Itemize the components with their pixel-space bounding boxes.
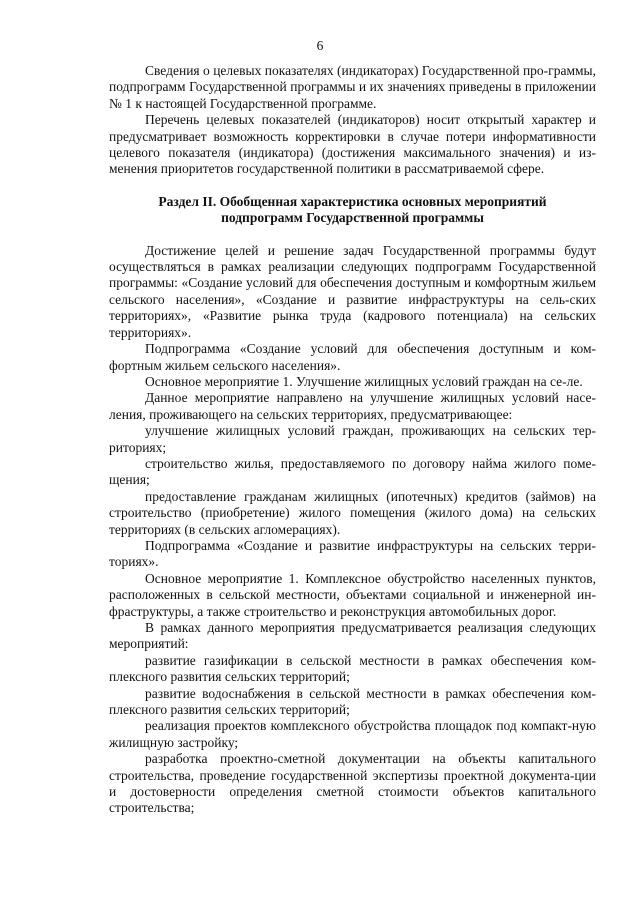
paragraph: Данное мероприятие направлено на улучшение жилищных условий насе-ления, проживающего на сельских территориях, предусматривающее: <box>109 390 596 422</box>
paragraph: Основное мероприятие 1. Комплексное обустройство населенных пунктов, расположенных в сельской местности, объектами социальной и инженерной ин-фраструктуры, а также строительство и реконструкция автомобильных дорог. <box>109 570 596 619</box>
page-number: 6 <box>316 38 324 53</box>
list-item: улучшение жилищных условий граждан, проживающих на сельских тер-риториях; <box>109 423 596 455</box>
list-item: реализация проектов комплексного обустройства площадок под компакт-ную жилищную застройку; <box>109 718 596 750</box>
paragraph: В рамках данного мероприятия предусматривается реализация следующих мероприятий: <box>109 620 596 652</box>
paragraph-intro-1: Сведения о целевых показателях (индикаторах) Государственной про-граммы, подпрограмм Государственной программы и их значениях приведены в приложении № 1 к настоящей Государственной программе. <box>109 63 596 111</box>
list-item: предоставление гражданам жилищных (ипотечных) кредитов (займов) на строительство (приобретение) жилого помещения (жилого дома) на сельских территориях (в сельских агломерациях). <box>109 488 596 537</box>
document-body <box>109 63 596 817</box>
section-heading <box>109 194 596 227</box>
paragraph: Основное мероприятие 1. Улучшение жилищных условий граждан на се-ле. <box>145 373 583 389</box>
list-item: строительство жилья, предоставляемого по договору найма жилого поме-щения; <box>109 455 596 488</box>
section-heading-line-1: Раздел II. Обобщенная характеристика основных мероприятий <box>158 193 547 209</box>
list-item: разработка проектно-сметной документации на объекты капитального строительства, проведение государственной экспертизы проектной документа-ции и достоверности определения сметной стоимости объектов капитального строительства; <box>109 751 596 816</box>
paragraph-intro-2: Перечень целевых показателей (индикаторов) носит открытый характер и предусматривает возможность корректировки в случае потери информативности целевого показателя (индикатора) (достижения максимального значения) и из-менения приоритетов государственной политики в рассматриваемой сфере. <box>109 112 596 177</box>
paragraph: Достижение целей и решение задач Государственной программы будут осуществляться в рамках реализации следующих подпрограмм Государственной программы: «Создание условий для обеспечения доступным и комфортным жильем сельского населения», «Создание и развитие инфраструктуры на сель-ских территориях», «Развитие рынка труда (кадрового потенциала) на сельских территориях». <box>109 242 596 340</box>
paragraph: Подпрограмма «Создание и развитие инфраструктуры на сельских терри-ториях». <box>109 537 596 570</box>
list-item: развитие водоснабжения в сельской местности в рамках обеспечения ком-плексного развития сельских территорий; <box>109 685 596 718</box>
paragraph: Подпрограмма «Создание условий для обеспечения доступным и ком-фортным жильем сельского населения». <box>109 341 596 373</box>
list-item: развитие газификации в сельской местности в рамках обеспечения ком-плексного развития сельских территорий; <box>109 652 596 685</box>
section-heading-line-2: подпрограмм Государственной программы <box>221 210 484 226</box>
